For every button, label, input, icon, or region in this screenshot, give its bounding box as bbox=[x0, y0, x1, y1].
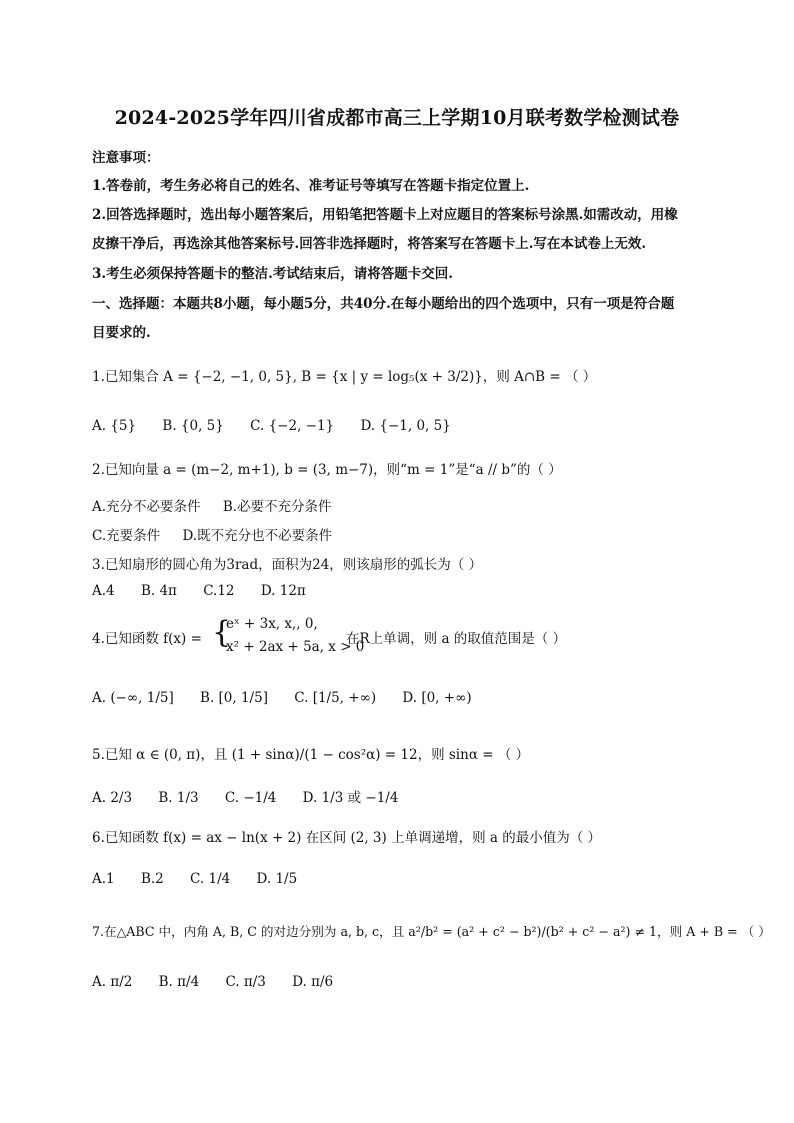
question-4-options bbox=[92, 690, 494, 706]
question-1-options bbox=[92, 418, 473, 434]
section-heading: 一、选择题：本题共8小题，每小题5分，共40分.在每小题给出的四个选项中，只有一项是符合题 bbox=[92, 296, 675, 312]
option-d: D. π/6 bbox=[292, 974, 334, 990]
notice-heading: 注意事项： bbox=[92, 150, 160, 166]
piecewise-brace-icon: { bbox=[212, 615, 232, 650]
option-d: D.既不充分也不必要条件 bbox=[182, 528, 333, 544]
option-b: B.2 bbox=[140, 871, 164, 887]
question-3-stem: 3.已知扇形的圆心角为3rad，面积为24，则该扇形的弧长为（ ） bbox=[92, 557, 483, 573]
option-b: B. 4π bbox=[140, 583, 177, 599]
option-c: C. π/3 bbox=[225, 974, 266, 990]
option-a: A. 2/3 bbox=[92, 790, 133, 806]
question-4-stem-a: 4.已知函数 f(x) = bbox=[92, 631, 202, 647]
option-b: B.必要不充分条件 bbox=[222, 499, 332, 515]
option-b: B. {0, 5} bbox=[162, 418, 224, 434]
option-d: D. {−1, 0, 5} bbox=[360, 418, 451, 434]
option-a: A.1 bbox=[92, 871, 115, 887]
option-d: D. 12π bbox=[260, 583, 306, 599]
option-d: D. 1/5 bbox=[256, 871, 298, 887]
question-2-options-row2 bbox=[92, 524, 332, 544]
question-6-options bbox=[92, 871, 319, 887]
option-d: D. 1/3 或 −1/4 bbox=[302, 790, 399, 806]
option-b: B. 1/3 bbox=[158, 790, 199, 806]
notice-2-cont: 皮擦干净后，再选涂其他答案标号.回答非选择题时，将答案写在答题卡上.写在本试卷上无效. bbox=[92, 236, 647, 252]
option-a: A. (−∞, 1/5] bbox=[92, 690, 174, 706]
option-a: A.充分不必要条件 bbox=[92, 499, 201, 515]
question-5-stem: 5.已知 α ∈ (0, π)，且 (1 + sinα)/(1 − cos²α) = 12，则 sinα = （ ） bbox=[92, 747, 530, 763]
notice-2: 2.回答选择题时，选出每小题答案后，用铅笔把答题卡上对应题目的答案标号涂黑.如需改动，用橡 bbox=[92, 207, 678, 223]
option-d: D. [0, +∞) bbox=[402, 690, 472, 706]
option-b: B. π/4 bbox=[158, 974, 200, 990]
question-3-options bbox=[92, 583, 328, 599]
option-c: C.12 bbox=[203, 583, 235, 599]
question-4-case-2: x² + 2ax + 5a, x > 0 bbox=[226, 639, 365, 655]
question-5-options bbox=[92, 786, 420, 806]
question-4-case-1: eˣ + 3x, x,, 0, bbox=[226, 616, 318, 632]
option-b: B. [0, 1/5] bbox=[200, 690, 268, 706]
question-7-stem: 7.在△ABC 中，内角 A, B, C 的对边分别为 a, b, c，且 a²/b² = (a² + c² − b²)/(b² + c² − a²) ≠ 1，则 A + B = （ ） bbox=[92, 924, 771, 939]
question-1-stem: 1.已知集合 A = {−2, −1, 0, 5}, B = {x | y = log₅(x + 3/2)}，则 A∩B = （ ） bbox=[92, 369, 597, 385]
section-heading-cont: 目要求的. bbox=[92, 325, 151, 341]
question-6-stem: 6.已知函数 f(x) = ax − ln(x + 2) 在区间 (2, 3) 上单调递增，则 a 的最小值为（ ） bbox=[92, 830, 601, 846]
option-a: A.4 bbox=[92, 583, 115, 599]
question-7-options bbox=[92, 974, 355, 990]
exam-title: 2024-2025学年四川省成都市高三上学期10月联考数学检测试卷 bbox=[114, 107, 680, 129]
option-c: C. {−2, −1} bbox=[250, 418, 335, 434]
option-a: A. π/2 bbox=[92, 974, 133, 990]
option-c: C. 1/4 bbox=[190, 871, 231, 887]
option-c: C.充要条件 bbox=[92, 528, 161, 544]
option-c: C. −1/4 bbox=[224, 790, 277, 806]
option-c: C. [1/5, +∞) bbox=[294, 690, 377, 706]
notice-1: 1.答卷前，考生务必将自己的姓名、准考证号等填写在答题卡指定位置上. bbox=[92, 178, 530, 194]
question-4-stem-b: 在R上单调，则 a 的取值范围是（ ） bbox=[346, 631, 567, 647]
option-a: A. {5} bbox=[92, 418, 137, 434]
notice-3: 3.考生必须保持答题卡的整洁.考试结束后，请将答题卡交回. bbox=[92, 266, 453, 282]
question-2-stem: 2.已知向量 a = (m−2, m+1), b = (3, m−7)，则“m = 1”是“a // b”的（ ） bbox=[92, 462, 562, 478]
question-2-options-row1 bbox=[92, 495, 332, 515]
